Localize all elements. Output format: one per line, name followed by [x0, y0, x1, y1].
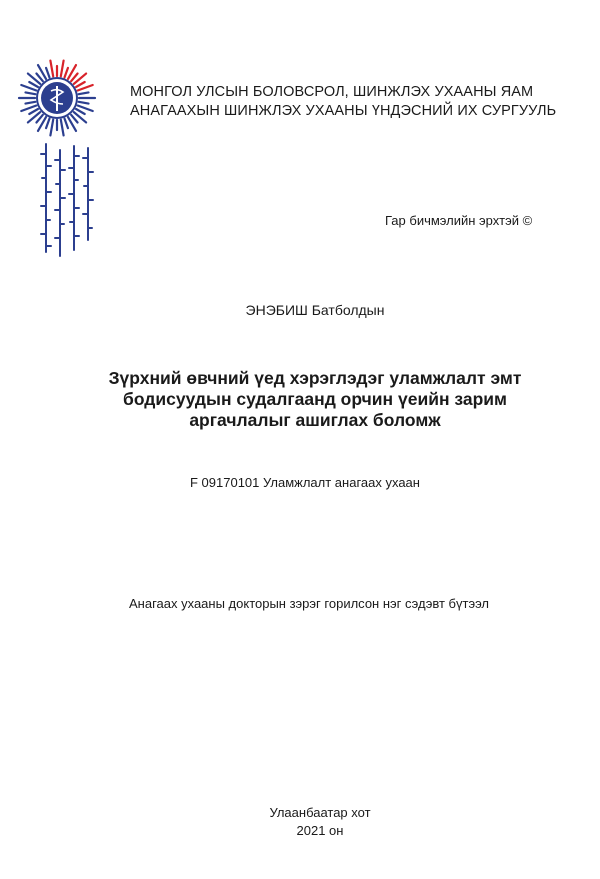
ministry-header [130, 83, 557, 121]
title-line-1: Зүрхний өвчний үед хэрэглэдэг уламжлалт эмт [108, 368, 522, 388]
title-line-3: аргачлалыг ашиглах боломж [189, 410, 441, 430]
university-emblem-icon [17, 58, 97, 138]
author-name: ЭНЭБИШ Батболдын [245, 302, 385, 318]
dissertation-title [0, 368, 600, 431]
place-and-year [0, 804, 600, 840]
city: Улаанбаатар хот [269, 805, 371, 820]
degree-statement: Анагаах ухааны докторын зэрэг горилсон нэг сэдэвт бүтээл [128, 596, 490, 611]
year: 2021 он [296, 823, 344, 838]
ministry-line-1: МОНГОЛ УЛСЫН БОЛОВСРОЛ, ШИНЖЛЭХ УХААНЫ ЯАМ [130, 84, 534, 100]
title-line-2: бодисуудын судалгаанд орчин үеийн зарим [123, 389, 507, 409]
copyright-notice: Гар бичмэлийн эрхтэй © [385, 213, 533, 228]
ministry-line-2: АНАГААХЫН ШИНЖЛЭХ УХААНЫ ҮНДЭСНИЙ ИХ СУРГУУЛЬ [130, 103, 557, 119]
mongolian-script-name-icon [36, 140, 98, 260]
specialty-code: F 09170101 Уламжлалт анагаах ухаан [190, 475, 420, 490]
